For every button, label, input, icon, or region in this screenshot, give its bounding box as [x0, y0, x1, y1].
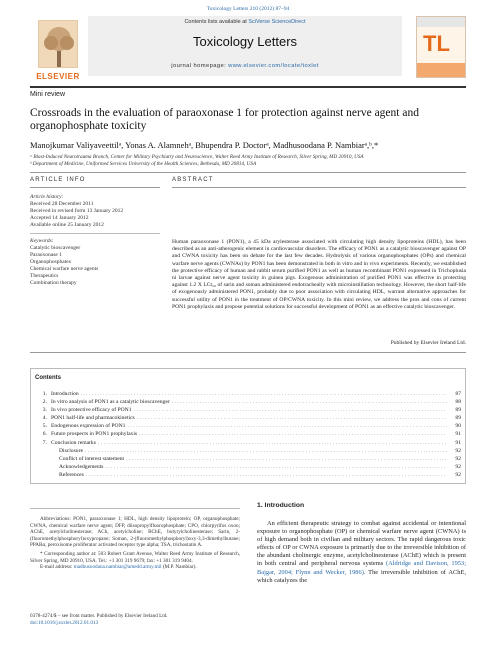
publisher-note: Published by Elsevier Ireland Ltd. — [390, 340, 466, 346]
running-header: Toxicology Letters 210 (2012) 87–94 — [206, 6, 290, 12]
toc-page-number: 92 — [455, 463, 461, 470]
toc-leader-dots — [105, 463, 447, 471]
toc-label[interactable]: PON1 half-life and pharmacokinetics — [51, 415, 135, 422]
journal-cover-thumbnail — [416, 16, 466, 78]
contents-prefix: Contents lists available at — [184, 19, 249, 25]
keyword: Paraoxonase 1 — [30, 252, 62, 258]
toc-row[interactable] — [35, 439, 461, 447]
toc-row[interactable] — [35, 406, 461, 414]
intro-citations[interactable]: (Aldridge and Davison, 1953; Bajgar, 2004; Flynn and Wecker, 1986) — [257, 560, 466, 576]
toc-leader-dots — [85, 447, 447, 455]
toc-page-number: 89 — [455, 415, 461, 422]
footnote-divider — [30, 508, 240, 509]
toc-leader-dots — [139, 430, 447, 438]
article-title: Crossroads in the evaluation of paraoxonase 1 for protection against nerve agent and organophosphate toxicity — [30, 107, 419, 132]
doi-link[interactable]: doi:10.1016/j.toxlet.2012.01.013 — [30, 619, 99, 626]
article-info-section — [30, 177, 160, 287]
elsevier-tree-icon — [38, 20, 78, 68]
toc-leader-dots — [172, 398, 447, 406]
keyword: Organophosphates — [30, 259, 71, 265]
journal-homepage — [88, 63, 402, 69]
toc-row[interactable] — [35, 471, 461, 479]
toc-row[interactable] — [35, 398, 461, 406]
journal-title: Toxicology Letters — [192, 34, 298, 49]
abbreviations-note: Abbreviations: PON1, paraoxonase 1; HDL, high density lipoprotein; OP, organophosphate; CWNA, chemical warfare nerve agent; DFP, diisopropylfluorophosphate; CPO, chlorpyrifos oxon; AChE, acetylcholinesterase; ACh, acetylcholine; BChE, butyrylcholinesterase; Sarin, 2-(fluoromethylphosphoryl)oxypropane; Soman, 2-(fluoromethylphosphoryl)oxy-3,3-dimethylbutane; PPARα, peroxisome proliferator activated receptor type alpha; TSA, trichostatin A. — [30, 516, 240, 549]
toc-label[interactable]: Disclosure — [59, 447, 83, 454]
keyword: Therapeutics — [30, 273, 59, 279]
email-link[interactable]: madhusoodana.nambiar@amedd.army.mil — [73, 564, 162, 571]
toc-page-number: 91 — [455, 439, 461, 446]
keywords-label: Keywords: — [30, 238, 54, 244]
toc-row[interactable] — [35, 430, 461, 438]
toc-number: 4. — [42, 415, 47, 422]
toc-number — [35, 471, 59, 479]
corresponding-author-note: * Corresponding author at: 503 Robert Grant Avenue, Walter Reed Army Institute of Research, Silver Spring, MD 20910, USA. Tel.: +1 301 319 9679; fax: +1 301 319 9404. — [30, 550, 240, 564]
author-list: Manojkumar Valiyaveettilᵃ, Yonas A. Alamnehᵃ, Bhupendra P. Doctorᵃ, Madhusoodana P. Nambiarᵃ,ᵇ,* — [30, 140, 379, 150]
toc-number: 1. — [42, 391, 47, 397]
issn-line: 0378-4274/$ – see front matter. Published by Elsevier Ireland Ltd. — [30, 613, 168, 619]
contents-heading: Contents — [35, 375, 61, 381]
intro-text-before: An efficient therapeutic strategy to combat against accidental or intentional exposure to organophosphate (OP) or chemical warfare nerve agent (CWNA) is of high demand both in civilian and military sectors. The rapid dangerous toxic effects of OP or CWNA exposure is primarily due to the irreversible inhibition of the abundant cholinergic enzyme, acetylcholinesterase (AChE) which is present in both central and peripheral nervous systems — [257, 520, 466, 568]
abstract-text: Human paraoxonase 1 (PON1), a 45 kDa arylesterase associated with circulating high density lipoproteins (HDL), has been described as an anti-atherogenic element in cardiovascular disorders. The efficacy of PON1 as a catalytic bioscavenger against OP and CWNA toxicity has been on debate for the last few decades. Hydrolysis of various organophosphates (OPs) and chemical warfare nerve agents (CWNAs) by PON1 has been demonstrated in both in vitro and in vivo experiments. Recently, we established the protective efficacy of human and rabbit serum purified PON1 as well as human recombinant PON1 expressed in Trichoplusia ni larvae against nerve agent toxicity in guinea pigs. Exogenous administration of purified PON1 was effective in protecting against 1.2 X LCt₅₀ of sarin and soman administered endotracheally with microinstillation technology. However, the short half-life of exogenously administered PON1, probably due to poor association with circulating HDL, warrant alternative approaches for successful utility of PON1 in the treatment of OP/CWNA toxicity. In this mini review, we address the pros and cons of current PON1 prophylaxis and propose potential solutions for successful development of PON1 as an effective catalytic bioscavenger. — [172, 239, 466, 310]
sciencedirect-link[interactable]: SciVerse ScienceDirect — [248, 19, 306, 25]
toc-number — [35, 455, 59, 463]
footnotes — [30, 516, 240, 571]
toc-number — [35, 463, 59, 471]
introduction-text — [257, 520, 466, 585]
toc-label[interactable]: In vivo protective efficacy of PON1 — [51, 407, 132, 414]
table-of-contents — [35, 390, 461, 479]
email-note — [30, 564, 240, 571]
toc-label[interactable]: References — [59, 471, 84, 478]
toc-page-number: 88 — [455, 399, 461, 406]
homepage-link[interactable]: www.elsevier.com/locate/toxlet — [228, 63, 319, 69]
keyword: Catalytic bioscavenger — [30, 245, 81, 251]
toc-label[interactable]: In vitro analysis of PON1 as a catalytic bioscavenger — [51, 399, 170, 406]
toc-number: 3. — [42, 407, 47, 414]
article-info-heading: ARTICLE INFO — [30, 177, 86, 183]
history-accepted: Accepted 14 January 2012 — [30, 215, 89, 221]
toc-leader-dots — [86, 471, 447, 479]
toc-row[interactable] — [35, 455, 461, 463]
toc-label[interactable]: Conflict of interest statement — [59, 455, 125, 462]
contents-availability — [88, 19, 402, 25]
masthead-rule — [30, 86, 466, 88]
toc-page-number: 87 — [455, 391, 461, 397]
toc-page-number: 92 — [455, 447, 461, 454]
introduction-heading: 1. Introduction — [257, 502, 305, 509]
affiliation-b: ᵇ Department of Medicine, Uniformed Services University of the Health Sciences, Bethesda, MD 20814, USA — [30, 161, 257, 167]
email-suffix: (M.P. Nambiar). — [161, 564, 197, 571]
abstract-divider — [30, 352, 466, 353]
toc-number — [35, 447, 59, 455]
toc-row[interactable] — [35, 390, 461, 398]
toc-leader-dots — [98, 439, 447, 447]
keyword: Chemical warfare nerve agents — [30, 266, 99, 272]
toc-leader-dots — [127, 422, 447, 430]
homepage-prefix: journal homepage: — [171, 63, 229, 69]
history-received: Received 28 December 2011 — [30, 201, 94, 207]
toc-number: 2. — [42, 399, 47, 406]
toc-label[interactable]: Future prospects in PON1 prophylaxis — [51, 431, 138, 438]
abstract-header — [172, 177, 466, 188]
journal-masthead — [30, 16, 466, 84]
toc-leader-dots — [126, 455, 447, 463]
toc-page-number: 92 — [455, 471, 461, 478]
toc-page-number: 91 — [455, 431, 461, 438]
elsevier-wordmark: ELSEVIER — [36, 72, 80, 81]
keyword: Combination therapy — [30, 280, 77, 286]
toc-label[interactable]: Conclusion remarks — [51, 439, 96, 446]
toc-page-number: 89 — [455, 407, 461, 414]
toc-label[interactable]: Introduction — [51, 391, 79, 397]
toc-row[interactable] — [35, 414, 461, 422]
history-revised: Received in revised form 13 January 2012 — [30, 208, 124, 214]
toc-number: 5. — [42, 423, 47, 430]
toc-number: 6. — [42, 431, 47, 438]
abstract-heading: ABSTRACT — [172, 177, 214, 183]
toc-row[interactable] — [35, 463, 461, 471]
toc-page-number: 92 — [455, 455, 461, 462]
toc-page-number: 90 — [455, 423, 461, 430]
toc-row[interactable] — [35, 422, 461, 430]
toc-leader-dots — [137, 414, 447, 422]
cover-letters: TL — [423, 31, 450, 56]
email-prefix: E-mail address: — [40, 564, 74, 571]
toc-number: 7. — [42, 439, 47, 446]
article-type: Mini review — [30, 91, 66, 98]
intro-text-after: . The irreversible inhibition of AChE, which catalyzes the — [257, 568, 466, 584]
toc-leader-dots — [81, 390, 447, 398]
toc-label[interactable]: Endogenous expression of PON1 — [51, 423, 126, 430]
header-divider — [30, 172, 466, 173]
history-label: Article history: — [30, 194, 64, 200]
affiliation-a: ᵃ Blast-Induced Neurotrauma Branch, Center for Military Psychiatry and Neuroscience, Walter Reed Army Institute of Research, Silver Spring, MD 20910, USA — [30, 154, 364, 160]
issn-block — [30, 613, 240, 626]
toc-leader-dots — [134, 406, 447, 414]
toc-label[interactable]: Acknowledgements — [59, 463, 104, 470]
toc-row[interactable] — [35, 447, 461, 455]
history-online: Available online 25 January 2012 — [30, 222, 104, 228]
elsevier-logo — [30, 16, 86, 84]
